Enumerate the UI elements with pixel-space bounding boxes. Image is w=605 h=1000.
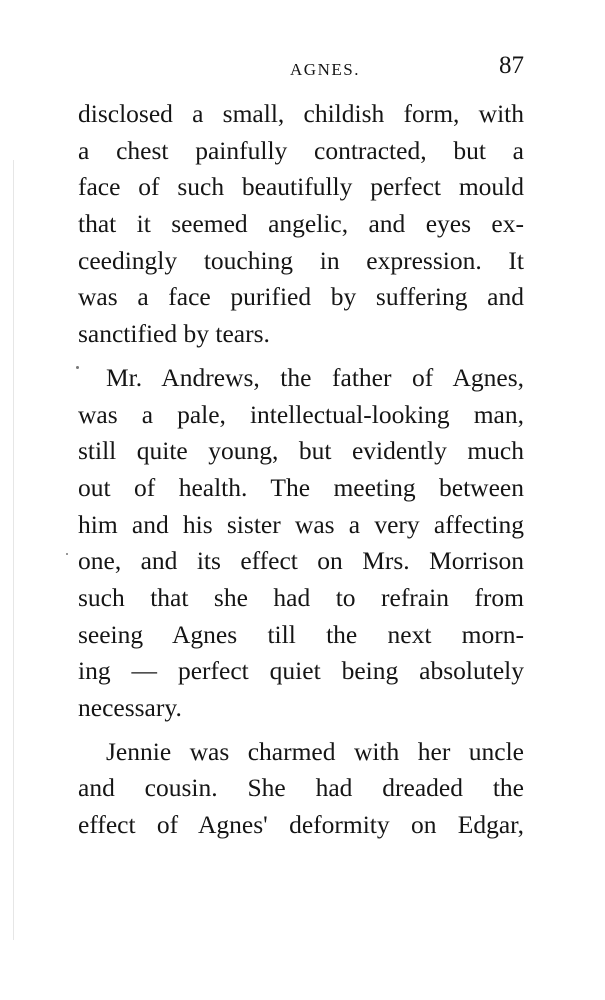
text-line: ing — perfect quiet being absolutely (78, 656, 524, 686)
text-line: was a face purified by suffering and (78, 282, 524, 312)
text-line: and cousin. She had dreaded the (78, 773, 524, 803)
text-line: effect of Agnes' deformity on Edgar, (78, 810, 524, 840)
ink-speck (76, 366, 79, 369)
text-line: sanctified by tears. (78, 319, 270, 349)
text-line: such that she had to refrain from (78, 582, 524, 612)
text-line: seeing Agnes till the next morn- (78, 619, 524, 649)
text-line: a chest painfully contracted, but a (78, 135, 524, 165)
text-line: Mr. Andrews, the father of Agnes, (106, 362, 524, 392)
text-line: ceedingly touching in expression. It (78, 245, 524, 275)
running-head (78, 52, 524, 86)
text-line: face of such beautifully perfect mould (78, 172, 524, 202)
text-line: out of health. The meeting between (78, 472, 524, 502)
text-line: him and his sister was a very affecting (78, 509, 524, 539)
ink-speck (66, 553, 68, 555)
body-text (78, 96, 524, 844)
text-line: one, and its effect on Mrs. Morrison (78, 546, 524, 576)
text-line: Jennie was charmed with her uncle (106, 736, 524, 766)
running-title: AGNES. (290, 60, 360, 79)
page-number: 87 (499, 52, 524, 79)
page-edge-shadow (13, 160, 14, 940)
text-line: that it seemed angelic, and eyes ex- (78, 209, 524, 239)
text-line: still quite young, but evidently much (78, 436, 524, 466)
text-line: was a pale, intellectual-looking man, (78, 399, 524, 429)
text-line: disclosed a small, childish form, with (78, 99, 524, 128)
text-line: necessary. (78, 693, 182, 722)
